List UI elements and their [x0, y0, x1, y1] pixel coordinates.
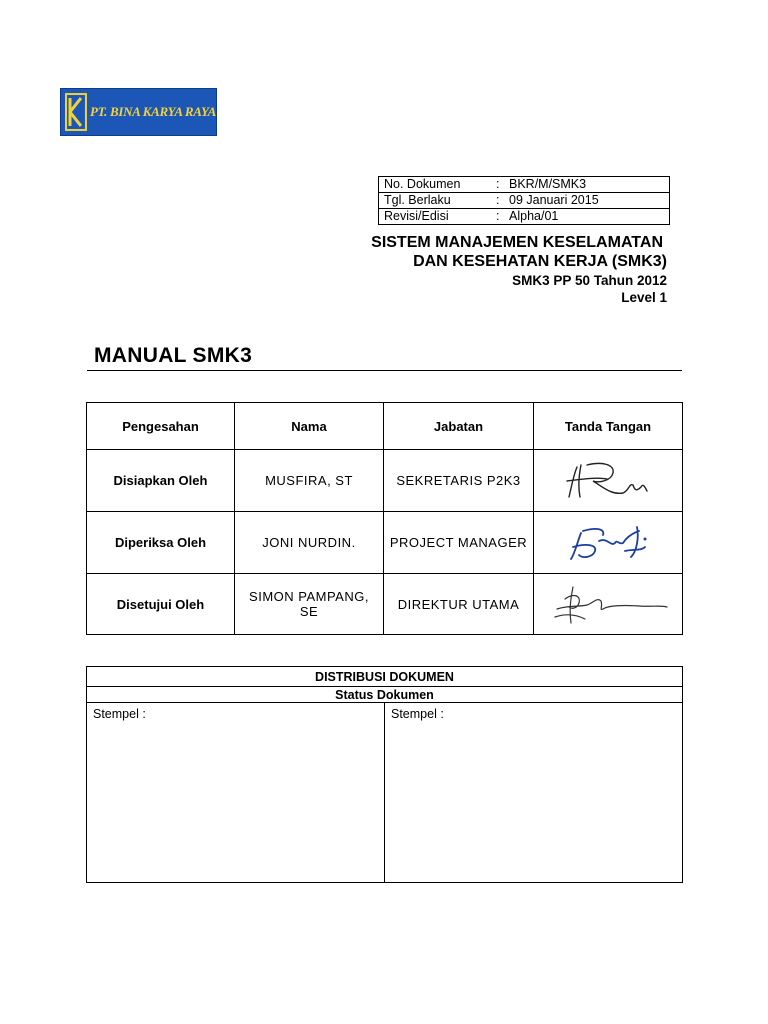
doc-info-key: Tgl. Berlaku [379, 193, 497, 209]
doc-info-separator: : [496, 177, 504, 193]
doc-info-key: No. Dokumen [379, 177, 497, 193]
regulation-subtitle: SMK3 PP 50 Tahun 2012 [512, 273, 667, 288]
doc-info-separator: : [496, 193, 504, 209]
document-info-table [378, 176, 670, 225]
distribution-title: DISTRIBUSI DOKUMEN [87, 667, 683, 687]
approval-header-cell: Pengesahan [87, 403, 235, 450]
approval-role: Disiapkan Oleh [87, 450, 235, 512]
doc-info-value: BKR/M/SMK3 [504, 177, 670, 193]
signature-cell [534, 450, 683, 512]
approval-name: MUSFIRA, ST [235, 450, 384, 512]
signature-cell [534, 512, 683, 574]
approval-row [87, 512, 683, 574]
signature-cell [534, 574, 683, 635]
company-logo-mark-icon [65, 92, 87, 132]
signature-simon-icon [543, 579, 673, 629]
company-logo-text: PT. BINA KARYA RAYA [89, 104, 216, 119]
approval-header-cell: Tanda Tangan [534, 403, 683, 450]
level-label: Level 1 [621, 290, 667, 305]
approval-role: Disetujui Oleh [87, 574, 235, 635]
signature-joni-icon [553, 517, 663, 569]
approval-position: DIREKTUR UTAMA [384, 574, 534, 635]
approval-row [87, 574, 683, 635]
doc-info-value: Alpha/01 [504, 209, 670, 225]
approval-name: JONI NURDIN. [235, 512, 384, 574]
distribution-table [86, 666, 683, 883]
approval-position: PROJECT MANAGER [384, 512, 534, 574]
company-logo [60, 88, 217, 136]
doc-info-key: Revisi/Edisi [379, 209, 497, 225]
stamp-left-field: Stempel : [87, 703, 385, 883]
doc-info-separator: : [496, 209, 504, 225]
signature-musfira-icon [563, 457, 653, 505]
approval-header-cell: Nama [235, 403, 384, 450]
approval-table [86, 402, 683, 635]
stamp-right-field: Stempel : [385, 703, 683, 883]
approval-row [87, 450, 683, 512]
approval-name: SIMON PAMPANG, SE [235, 574, 384, 635]
title-divider [87, 370, 682, 371]
doc-info-row [379, 177, 670, 193]
approval-header-row [87, 403, 683, 450]
system-title-line-1: SISTEM MANAJEMEN KESELAMATAN [371, 234, 663, 251]
doc-info-row [379, 193, 670, 209]
document-status-label: Status Dokumen [87, 687, 683, 703]
doc-info-row [379, 209, 670, 225]
doc-info-value: 09 Januari 2015 [504, 193, 670, 209]
approval-position: SEKRETARIS P2K3 [384, 450, 534, 512]
approval-header-cell: Jabatan [384, 403, 534, 450]
approval-role: Diperiksa Oleh [87, 512, 235, 574]
manual-title: MANUAL SMK3 [94, 344, 253, 367]
system-title-line-2: DAN KESEHATAN KERJA (SMK3) [413, 253, 667, 270]
